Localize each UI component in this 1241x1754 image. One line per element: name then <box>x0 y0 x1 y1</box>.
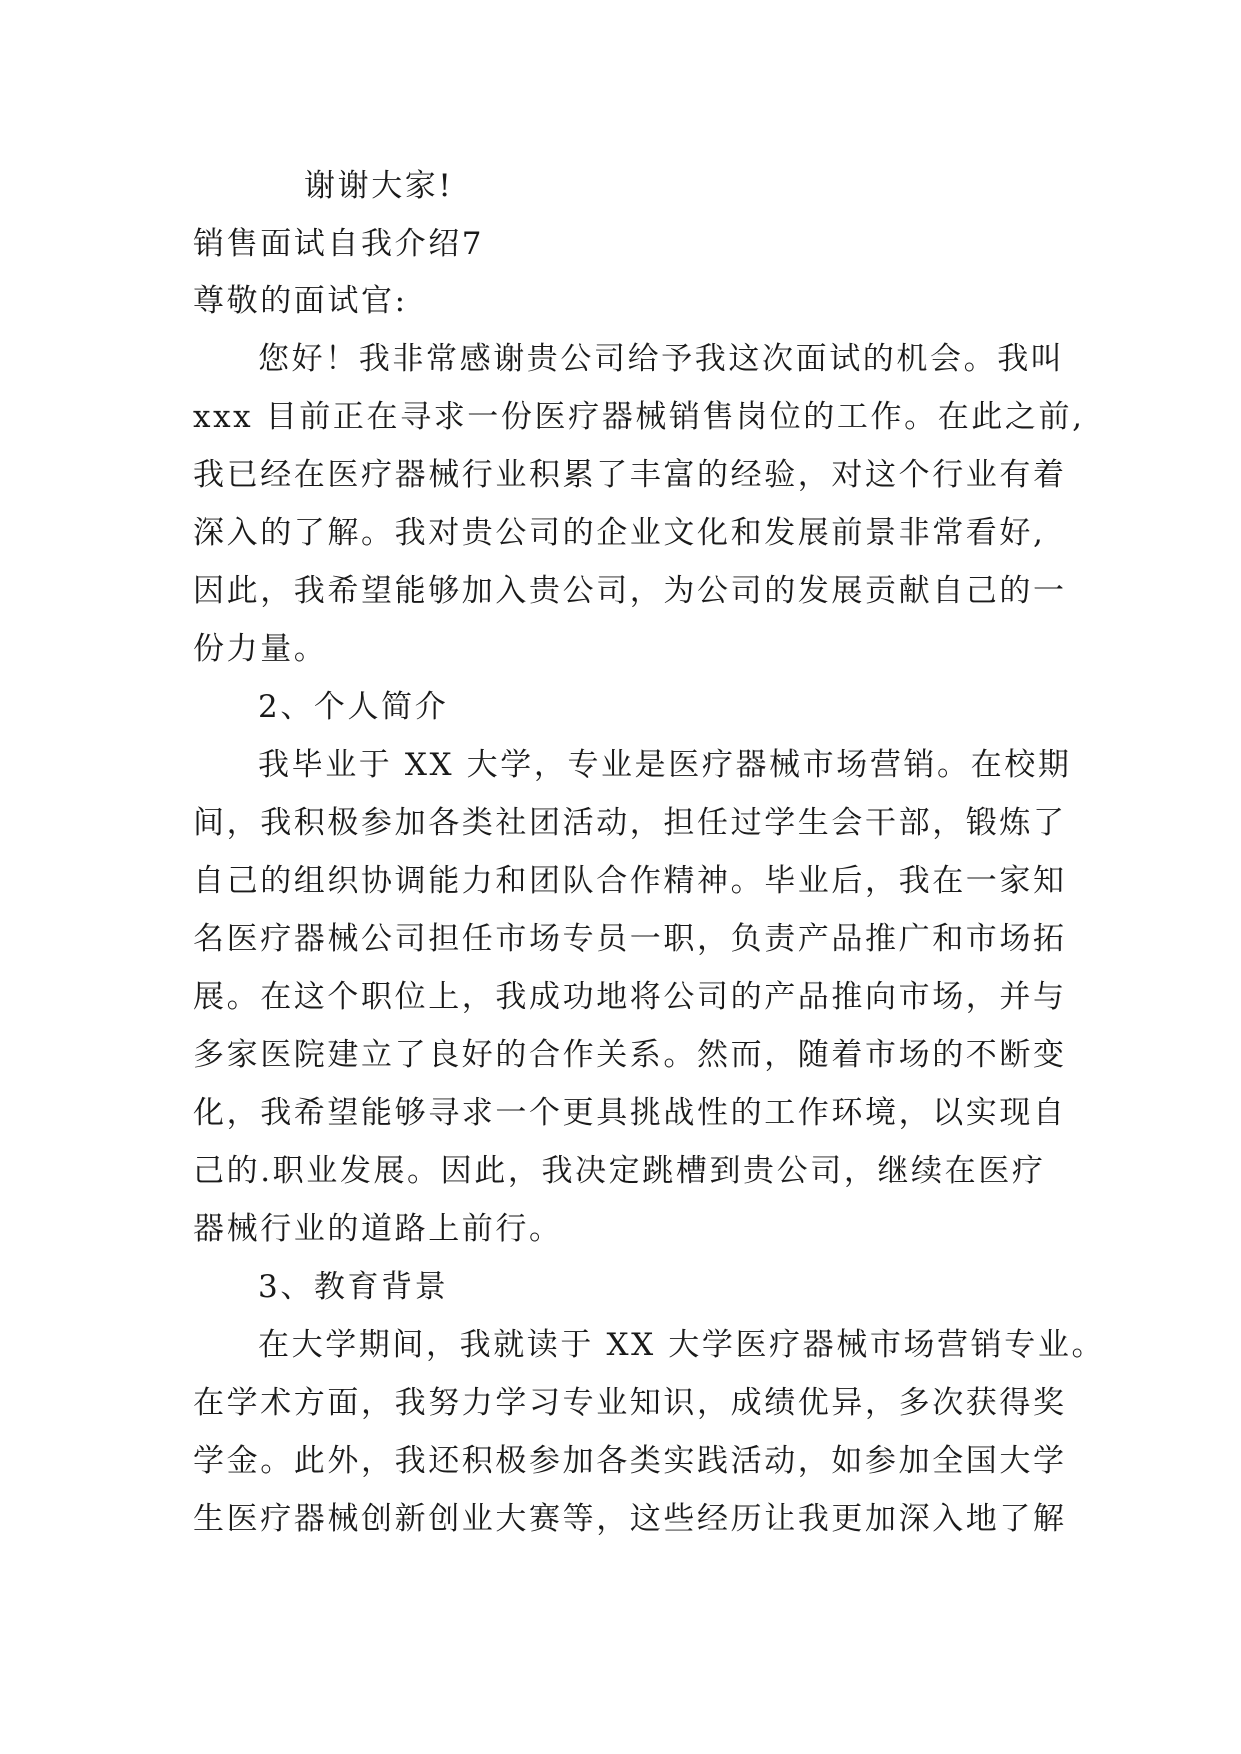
paragraph-line: 您好！我非常感谢贵公司给予我这次面试的机会。我叫 <box>258 341 1065 377</box>
paragraph-line: 多家医院建立了良好的合作关系。然而，随着市场的不断变 <box>193 1037 1067 1073</box>
paragraph-line: 名医疗器械公司担任市场专员一职，负责产品推广和市场拓 <box>193 921 1067 957</box>
subheading-personal-intro: 2、个人简介 <box>258 689 449 725</box>
subheading-education: 3、教育背景 <box>258 1269 449 1305</box>
paragraph-line: 展。在这个职位上，我成功地将公司的产品推向市场，并与 <box>193 979 1067 1015</box>
paragraph-line: 器械行业的道路上前行。 <box>193 1211 563 1247</box>
paragraph-line: 生医疗器械创新创业大赛等，这些经历让我更加深入地了解 <box>193 1501 1067 1537</box>
paragraph-line: xxx 目前正在寻求一份医疗器械销售岗位的工作。在此之前, <box>193 399 1085 435</box>
paragraph-line: 间，我积极参加各类社团活动，担任过学生会干部，锻炼了 <box>193 805 1067 841</box>
closing-line: 谢谢大家! <box>304 168 454 204</box>
paragraph-line: 在学术方面，我努力学习专业知识，成绩优异，多次获得奖 <box>193 1385 1067 1421</box>
section-heading-7: 销售面试自我介绍7 <box>193 226 485 262</box>
paragraph-line: 份力量。 <box>193 631 328 667</box>
paragraph-line: 我已经在医疗器械行业积累了丰富的经验，对这个行业有着 <box>193 457 1067 493</box>
paragraph-line: 学金。此外，我还积极参加各类实践活动，如参加全国大学 <box>193 1443 1067 1479</box>
paragraph-line: 深入的了解。我对贵公司的企业文化和发展前景非常看好, <box>193 515 1046 551</box>
salutation: 尊敬的面试官: <box>193 283 408 319</box>
paragraph-line: 自己的组织协调能力和团队合作精神。毕业后，我在一家知 <box>193 863 1067 899</box>
paragraph-line: 我毕业于 XX 大学，专业是医疗器械市场营销。在校期 <box>258 747 1072 783</box>
paragraph-line: 在大学期间，我就读于 XX 大学医疗器械市场营销专业。 <box>258 1327 1106 1363</box>
paragraph-line: 己的.职业发展。因此，我决定跳槽到贵公司，继续在医疗 <box>193 1153 1046 1189</box>
paragraph-line: 化，我希望能够寻求一个更具挑战性的工作环境，以实现自 <box>193 1095 1067 1131</box>
paragraph-line: 因此，我希望能够加入贵公司，为公司的发展贡献自己的一 <box>193 573 1067 609</box>
